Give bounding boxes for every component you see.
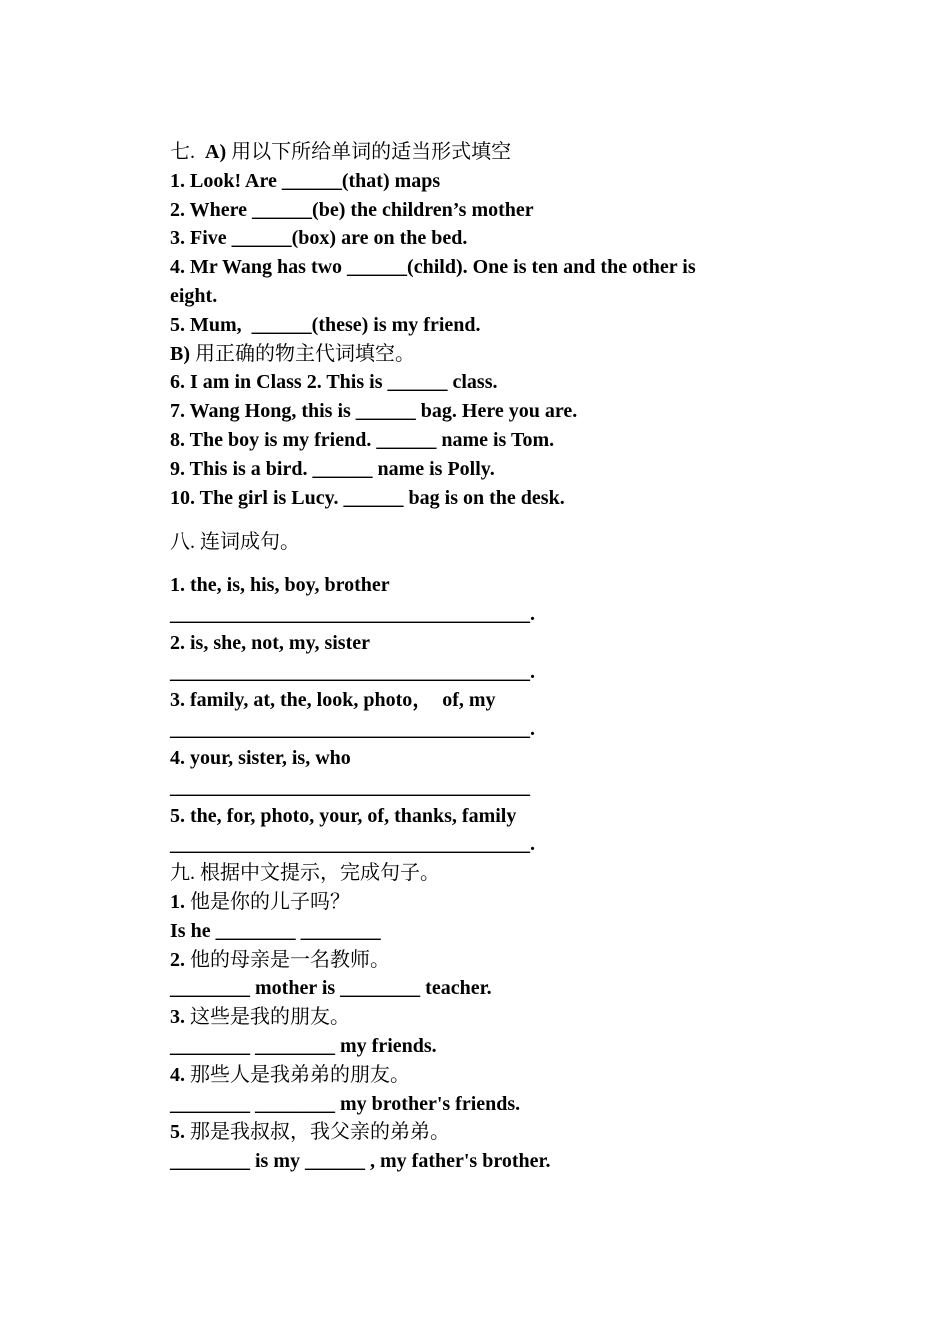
- section7-part-b-label: B): [170, 342, 190, 365]
- section7-number: 七.: [170, 141, 195, 163]
- section7-item: 7. Wang Hong, this is ______ bag. Here you are.: [170, 400, 578, 423]
- section9-english-answer: ________ ________ my brother's friends.: [170, 1092, 521, 1115]
- section7-part-b-instruction: 用正确的物主代词填空。: [195, 342, 415, 365]
- section9-chinese-prompt: 那是我叔叔，我父亲的弟弟。: [190, 1121, 450, 1144]
- section9-chinese-prompt: 他的母亲是一名教师。: [190, 948, 390, 971]
- section9-item-number: 3.: [170, 1006, 185, 1029]
- worksheet-page: [170, 138, 790, 1176]
- section9-item-number: 5.: [170, 1121, 185, 1144]
- section7-item: 2. Where ______(be) the children’s mother: [170, 198, 534, 221]
- section7-item: 3. Five ______(box) are on the bed.: [170, 227, 468, 250]
- section8-answer-line: ____________________________________.: [170, 602, 535, 625]
- section8-words: 4. your, sister, is, who: [170, 746, 351, 769]
- section7-part-a-label: A): [205, 141, 227, 163]
- section7-item: 6. I am in Class 2. This is ______ class.: [170, 371, 498, 394]
- section7-item: 10. The girl is Lucy. ______ bag is on the desk.: [170, 486, 565, 509]
- section9-number: 九.: [170, 862, 195, 885]
- section8-answer-line: ____________________________________.: [170, 833, 535, 856]
- section7-part-b-heading: [170, 340, 790, 369]
- section7-item: 1. Look! Are ______(that) maps: [170, 169, 441, 192]
- section7-heading: [170, 138, 790, 167]
- section9-prompt: [170, 946, 790, 975]
- section9-english-answer: ________ is my ______ , my father's brother.: [170, 1150, 551, 1173]
- section9-prompt: [170, 888, 790, 917]
- section8-words: 2. is, she, not, my, sister: [170, 631, 370, 654]
- section7-item: 5. Mum, ______(these) is my friend.: [170, 313, 481, 336]
- section8-answer-line: ____________________________________.: [170, 660, 535, 683]
- section9-prompt: [170, 1061, 790, 1090]
- section7-item: 4. Mr Wang has two ______(child). One is ten and the other is: [170, 256, 696, 279]
- section9-heading: [170, 859, 790, 888]
- section9-prompt: [170, 1003, 790, 1032]
- section7-item: 8. The boy is my friend. ______ name is Tom.: [170, 428, 555, 451]
- section8-answer-line: ____________________________________.: [170, 718, 535, 741]
- section9-instruction: 根据中文提示，完成句子。: [200, 862, 440, 885]
- section9-english-answer: ________ mother is ________ teacher.: [170, 977, 492, 1000]
- section9-item-number: 1.: [170, 890, 185, 913]
- section8-answer-line: ____________________________________: [170, 775, 530, 798]
- section7-instruction: 用以下所给单词的适当形式填空: [231, 141, 512, 163]
- section9-english-answer: ________ ________ my friends.: [170, 1034, 437, 1057]
- section8-words: 1. the, is, his, boy, brother: [170, 574, 390, 597]
- section8-words: 5. the, for, photo, your, of, thanks, family: [170, 804, 517, 827]
- section8-number: 八.: [170, 531, 195, 554]
- section8-heading: [170, 528, 790, 557]
- section9-english-answer: Is he ________ ________: [170, 919, 381, 942]
- section7-item: 9. This is a bird. ______ name is Polly.: [170, 457, 495, 480]
- section8-words: 3. family, at, the, look, photo， of, my: [170, 689, 496, 712]
- section9-prompt: [170, 1118, 790, 1147]
- section9-chinese-prompt: 他是你的儿子吗？: [190, 890, 350, 913]
- section8-instruction: 连词成句。: [200, 531, 300, 554]
- section9-item-number: 2.: [170, 948, 185, 971]
- section9-item-number: 4.: [170, 1063, 185, 1086]
- section9-chinese-prompt: 这些是我的朋友。: [190, 1006, 350, 1029]
- section7-item: eight.: [170, 284, 218, 307]
- section9-chinese-prompt: 那些人是我弟弟的朋友。: [190, 1063, 410, 1086]
